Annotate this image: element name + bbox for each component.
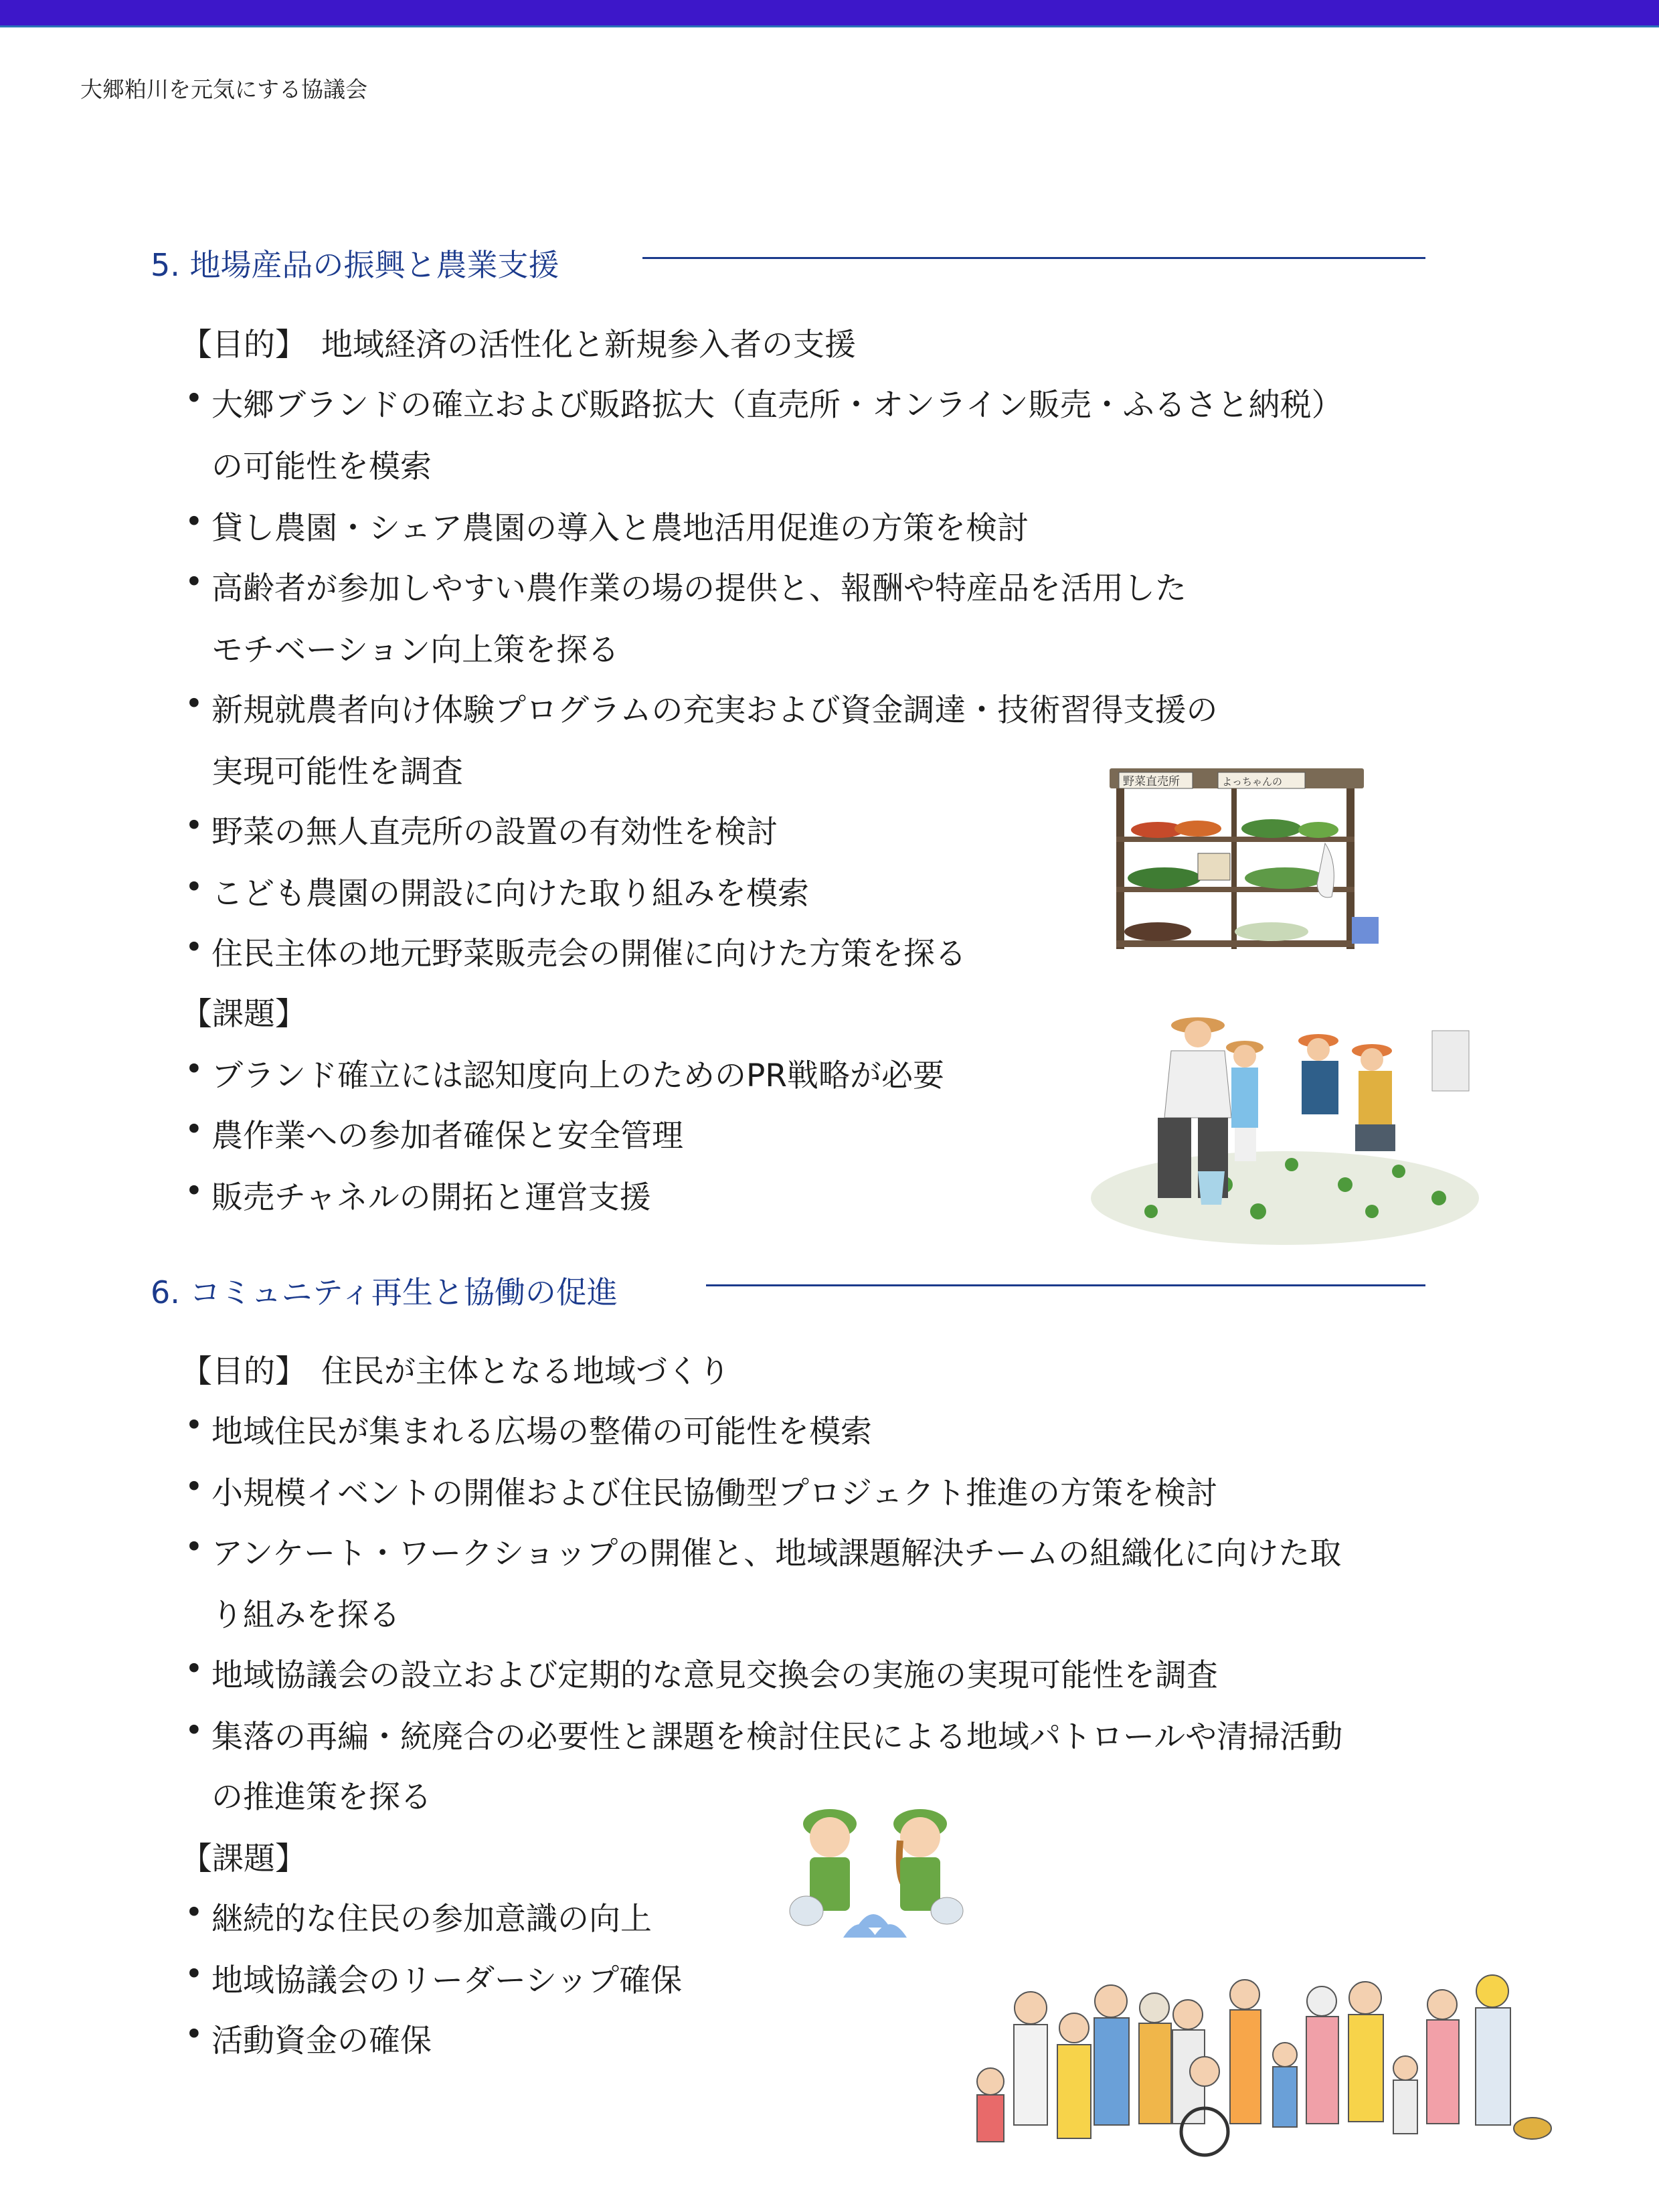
stand-sign-right: よっちゃんの xyxy=(1222,776,1283,788)
bullet: • xyxy=(185,380,203,417)
s6-purpose-label: 【目的】 xyxy=(181,1353,307,1390)
s6-item-2: 小規模イベントの開催および住民協働型プロジェクト推進の方策を検討 xyxy=(211,1475,1218,1512)
s6-item-5: 集落の再編・統廃合の必要性と課題を検討住民による地域パトロールや清掃活動 xyxy=(211,1719,1343,1756)
bullet: • xyxy=(185,1650,203,1687)
bullet: • xyxy=(185,1111,203,1148)
s5-item-3-cont: モチベーション向上策を探る xyxy=(211,632,620,669)
s5-item-2: 貸し農園・シェア農園の導入と農地活用促進の方策を検討 xyxy=(211,510,1029,547)
residents-crowd-illustration xyxy=(957,1954,1559,2162)
top-color-bar xyxy=(0,0,1659,25)
s6-item-1: 地域住民が集まれる広場の整備の可能性を模索 xyxy=(211,1414,872,1450)
bullet: • xyxy=(185,1894,203,1931)
s6-item-4: 地域協議会の設立および定期的な意見交換会の実施の実現可能性を調査 xyxy=(211,1657,1218,1694)
top-accent-line xyxy=(0,25,1659,27)
bullet: • xyxy=(185,1468,203,1505)
section-6-title: 6. コミュニティ再生と協働の促進 xyxy=(151,1274,618,1310)
bullet: • xyxy=(185,2016,203,2053)
bullet: • xyxy=(185,1956,203,1992)
s5-issue-1: ブランド確立には認知度向上のためのPR戦略が必要 xyxy=(211,1057,944,1094)
s5-issue-3: 販売チャネルの開拓と運営支援 xyxy=(211,1179,651,1216)
s6-item-3: アンケート・ワークショップの開催と、地域課題解決チームの組織化に向けた取 xyxy=(211,1535,1342,1572)
bullet: • xyxy=(185,807,203,844)
s6-item-3-cont: り組みを探る xyxy=(211,1597,400,1634)
vegetable-stand-illustration xyxy=(1104,763,1385,957)
section-6-rule xyxy=(706,1284,1425,1286)
s5-issue-2: 農作業への参加者確保と安全管理 xyxy=(211,1118,683,1155)
s6-purpose-text: 住民が主体となる地域づくり xyxy=(321,1353,730,1390)
s5-purpose-label: 【目的】 xyxy=(181,327,307,363)
s6-issue-1: 継続的な住民の参加意識の向上 xyxy=(211,1901,652,1938)
s6-purpose xyxy=(181,1347,730,1391)
bullet: • xyxy=(185,869,203,906)
s5-purpose xyxy=(181,320,856,365)
s5-item-1-cont: の可能性を模索 xyxy=(211,448,432,485)
bullet: • xyxy=(185,564,203,600)
cleanup-volunteers-illustration xyxy=(780,1794,980,1948)
s5-item-7: 住民主体の地元野菜販売会の開催に向けた方策を探る xyxy=(211,936,966,972)
s5-item-6: こども農園の開設に向けた取り組みを模索 xyxy=(211,875,809,912)
bullet: • xyxy=(185,929,203,966)
s6-item-5-cont: の推進策を探る xyxy=(211,1779,432,1816)
s5-item-3: 高齢者が参加しやすい農作業の場の提供と、報酬や特産品を活用した xyxy=(211,570,1187,607)
s6-issues-label: 【課題】 xyxy=(181,1841,307,1877)
bullet: • xyxy=(185,1407,203,1444)
section-5-rule xyxy=(642,257,1425,259)
s5-item-4: 新規就農者向け体験プログラムの充実および資金調達・技術習得支援の xyxy=(211,692,1218,729)
bullet: • xyxy=(185,1051,203,1088)
organization-name: 大郷粕川を元気にする協議会 xyxy=(80,76,367,102)
s6-issue-3: 活動資金の確保 xyxy=(211,2023,432,2059)
bullet: • xyxy=(185,1529,203,1565)
bullet: • xyxy=(185,1712,203,1749)
bullet: • xyxy=(185,685,203,722)
s5-item-1: 大郷ブランドの確立および販路拡大（直売所・オンライン販売・ふるさと納税） xyxy=(211,387,1343,424)
bullet: • xyxy=(185,503,203,540)
stand-sign-left: 野菜直売所 xyxy=(1123,775,1180,788)
s5-item-4-cont: 実現可能性を調査 xyxy=(211,754,463,790)
s6-issue-2: 地域協議会のリーダーシップ確保 xyxy=(211,1962,683,1999)
section-5-title: 5. 地場産品の振興と農業支援 xyxy=(151,247,559,283)
s5-purpose-text: 地域経済の活性化と新規参入者の支援 xyxy=(321,327,856,363)
farming-people-illustration xyxy=(1091,984,1479,1245)
bullet: • xyxy=(185,1173,203,1209)
s5-issues-label: 【課題】 xyxy=(181,996,307,1033)
s5-item-5: 野菜の無人直売所の設置の有効性を検討 xyxy=(211,814,778,851)
